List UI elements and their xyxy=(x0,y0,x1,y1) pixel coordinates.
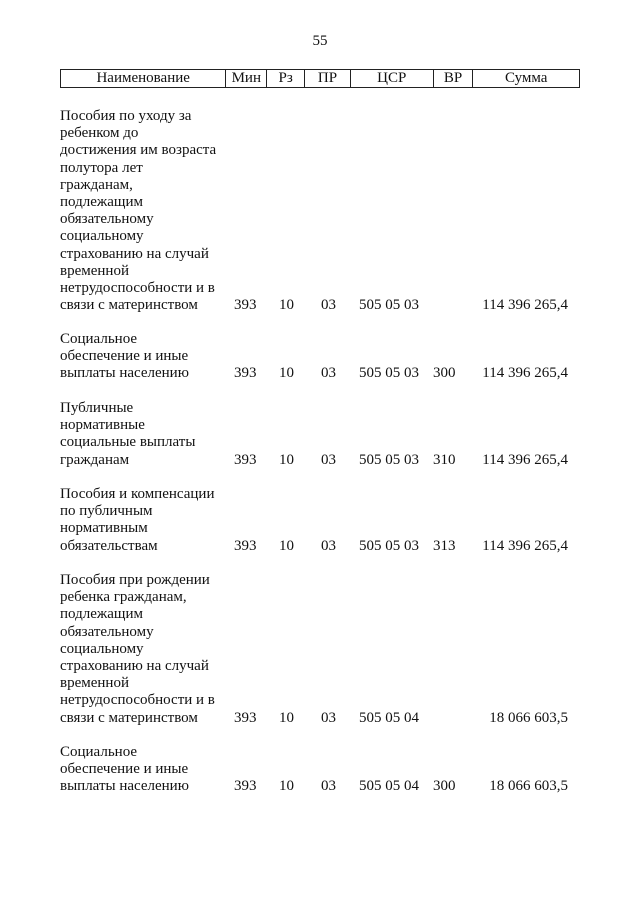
row-min: 393 xyxy=(234,297,257,314)
row-pr: 03 xyxy=(321,537,336,554)
row-name: Пособия по уходу за ребенком до достижения им возраста полутора лет гражданам, подлежащим обязательному социальному страхованию на случай временной нетрудоспособности и в связи с материнством xyxy=(60,108,217,314)
row-vr: 300 xyxy=(433,778,456,795)
row-min: 393 xyxy=(234,537,257,554)
row-rz: 10 xyxy=(279,297,294,314)
row-sum: 18 066 603,5 xyxy=(489,778,568,795)
row-csr: 505 05 03 xyxy=(359,451,419,468)
row-min: 393 xyxy=(234,451,257,468)
page-number: 55 xyxy=(312,33,328,49)
row-pr: 03 xyxy=(321,365,336,382)
row-pr: 03 xyxy=(321,297,336,314)
row-rz: 10 xyxy=(279,778,294,795)
header-rz: Рз xyxy=(267,70,305,87)
row-name: Публичные нормативные социальные выплаты гражданам xyxy=(60,400,196,468)
row-sum: 114 396 265,4 xyxy=(482,365,568,382)
row-vr: 300 xyxy=(433,365,456,382)
row-csr: 505 05 03 xyxy=(359,537,419,554)
row-name: Социальное обеспечение и иные выплаты населению xyxy=(60,744,189,795)
row-pr: 03 xyxy=(321,778,336,795)
row-name: Пособия и компенсации по публичным нормативным обязательствам xyxy=(60,486,215,554)
row-vr: 313 xyxy=(433,537,456,554)
row-csr: 505 05 03 xyxy=(359,365,419,382)
header-sum: Сумма xyxy=(504,70,548,86)
row-sum: 114 396 265,4 xyxy=(482,451,568,468)
row-min: 393 xyxy=(234,365,257,382)
row-name: Пособия при рождении ребенка гражданам, подлежащим обязательному социальному страхованию на случай временной нетрудоспособности и в связи с материнством xyxy=(60,572,215,726)
row-name: Социальное обеспечение и иные выплаты населению xyxy=(60,331,189,382)
row-sum: 114 396 265,4 xyxy=(482,537,568,554)
row-min: 393 xyxy=(234,709,257,726)
row-rz: 10 xyxy=(279,451,294,468)
table-row xyxy=(60,108,580,314)
row-sum: 18 066 603,5 xyxy=(489,709,568,726)
row-csr: 505 05 04 xyxy=(359,709,419,726)
row-csr: 505 05 04 xyxy=(359,778,419,795)
header-min: Мин xyxy=(226,70,267,87)
row-sum: 114 396 265,4 xyxy=(482,297,568,314)
table-row xyxy=(60,331,580,383)
row-rz: 10 xyxy=(279,709,294,726)
row-vr: 310 xyxy=(433,451,456,468)
table-row xyxy=(60,572,580,727)
table-row xyxy=(60,744,580,796)
header-pr: ПР xyxy=(305,70,351,87)
header-vr: ВР xyxy=(434,70,474,87)
row-min: 393 xyxy=(234,778,257,795)
table-row xyxy=(60,400,580,469)
table-row xyxy=(60,486,580,555)
row-csr: 505 05 03 xyxy=(359,297,419,314)
row-rz: 10 xyxy=(279,365,294,382)
table-header xyxy=(60,69,580,88)
header-csr: ЦСР xyxy=(351,70,434,87)
row-pr: 03 xyxy=(321,709,336,726)
row-rz: 10 xyxy=(279,537,294,554)
row-pr: 03 xyxy=(321,451,336,468)
header-name: Наименование xyxy=(61,70,226,87)
